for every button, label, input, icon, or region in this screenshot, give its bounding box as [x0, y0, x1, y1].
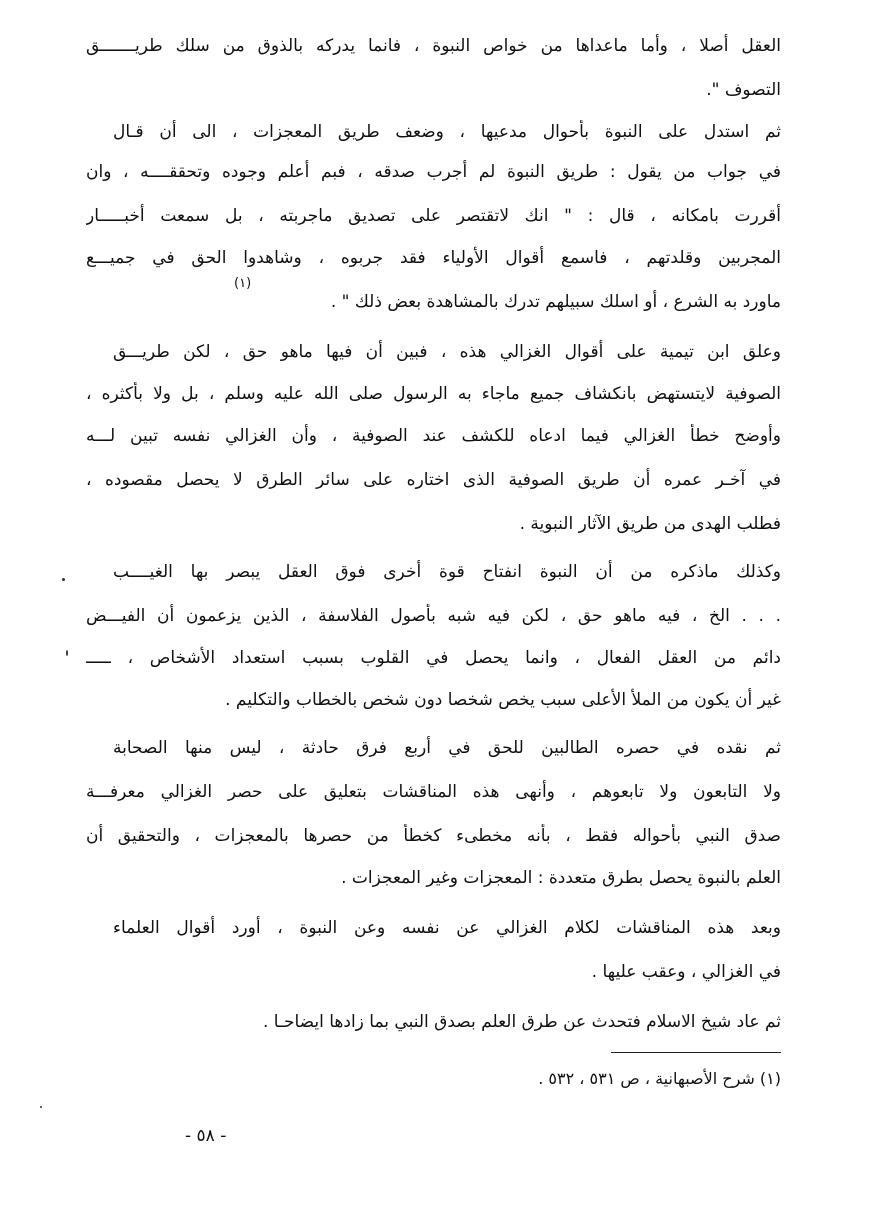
paragraph-3-line-3: وأوضح خطأ الغزالي فيما ادعاه للكشف عند الصوفية ، وأن الغزالي نفسه تبين لـــه — [86, 426, 781, 446]
footnote-reference-mark: (١) — [234, 276, 252, 291]
paragraph-1-line-1: العقل أصلا ، وأما ماعداها من خواص النبوة ، فانما يدركه بالذوق من سلك طريـــــــق — [86, 36, 781, 56]
paragraph-2-line-5: ماورد به الشرع ، أو اسلك سبيلهم تدرك بالمشاهدة بعض ذلك " . — [330, 292, 781, 312]
footnote: (١) شرح الأصبهانية ، ص ٥٣١ ، ٥٣٢ . — [538, 1069, 781, 1088]
paragraph-5-line-3: صدق النبي بأحواله فقط ، بأنه مخطىء كخطأ من حصرها بالمعجزات ، والتحقيق أن — [86, 826, 781, 846]
paragraph-4-line-1: وكذلك ماذكره من أن النبوة انفتاح قوة أخرى فوق العقل يبصر بها الغيــــب — [113, 562, 781, 582]
footnote-separator — [611, 1052, 781, 1053]
paragraph-1-line-2: التصوف ". — [706, 80, 781, 100]
paragraph-2-line-2: في جواب من يقول : طريق النبوة لم أجرب صدقه ، فبم أعلم وجوده وتحققــــه ، وان — [86, 162, 781, 182]
scan-speck — [62, 578, 65, 581]
paragraph-3-line-1: وعلق ابن تيمية على أقوال الغزالي هذه ، فبين أن فيها ماهو حق ، لكن طريـــق — [113, 342, 781, 362]
paragraph-6-line-2: في الغزالي ، وعقب عليها . — [591, 962, 781, 982]
page-number: - ٥٨ - — [185, 1126, 227, 1146]
paragraph-3-line-2: الصوفية لايتستهض بانكشاف جميع ماجاء به الرسول صلى الله عليه وسلم ، بل ولا بأكثره ، — [86, 384, 781, 404]
paragraph-5-line-1: ثم نقده في حصره الطالبين للحق في أربع فرق حادثة ، ليس منها الصحابة — [113, 738, 781, 758]
paragraph-4-line-2: . . . الخ ، فيه ماهو حق ، لكن فيه شبه بأصول الفلاسفة ، الذين يزعمون أن الفيـــض — [86, 606, 781, 626]
paragraph-3-line-5: فطلب الهدى من طريق الآثار النبوية . — [519, 514, 781, 534]
paragraph-2-line-4: المجربين وقلدتهم ، فاسمع أقوال الأولياء فقد جربوه ، وشاهدوا الحق في جميـــع — [86, 248, 781, 268]
paragraph-4-line-3: دائم من العقل الفعال ، وانما يحصل في القلوب بسبب استعداد الأشخاص ، ـــــ — [86, 648, 781, 668]
scan-speck — [40, 1106, 42, 1108]
paragraph-6-line-1: وبعد هذه المناقشات لكلام الغزالي عن نفسه وعن النبوة ، أورد أقوال العلماء — [113, 918, 781, 938]
paragraph-4-line-4: غير أن يكون من الملأ الأعلى سبب يخص شخصا دون شخص بالخطاب والتكليم . — [225, 690, 781, 710]
paragraph-2-line-3: أقررت بامكانه ، قال : " انك لاتقتصر على تصديق ماجربته ، بل سمعت أخبـــــار — [86, 206, 781, 226]
paragraph-5-line-2: ولا التابعون ولا تابعوهم ، وأنهى هذه المناقشات بتعليق على حصر الغزالي معرفـــة — [86, 782, 781, 802]
paragraph-7-line-1: ثم عاد شيخ الاسلام فتحدث عن طرق العلم بصدق النبي بما زادها ايضاحـا . — [262, 1012, 781, 1032]
scan-speck — [66, 650, 68, 656]
paragraph-3-line-4: في آخـر عمره أن طريق الصوفية الذى اختاره على سائر الطرق لا يحصل مقصوده ، — [86, 470, 781, 490]
paragraph-2-line-1: ثم استدل على النبوة بأحوال مدعيها ، وضعف طريق المعجزات ، الى أن قـال — [113, 122, 781, 142]
paragraph-5-line-4: العلم بالنبوة يحصل بطرق متعددة : المعجزات وغير المعجزات . — [341, 868, 781, 888]
